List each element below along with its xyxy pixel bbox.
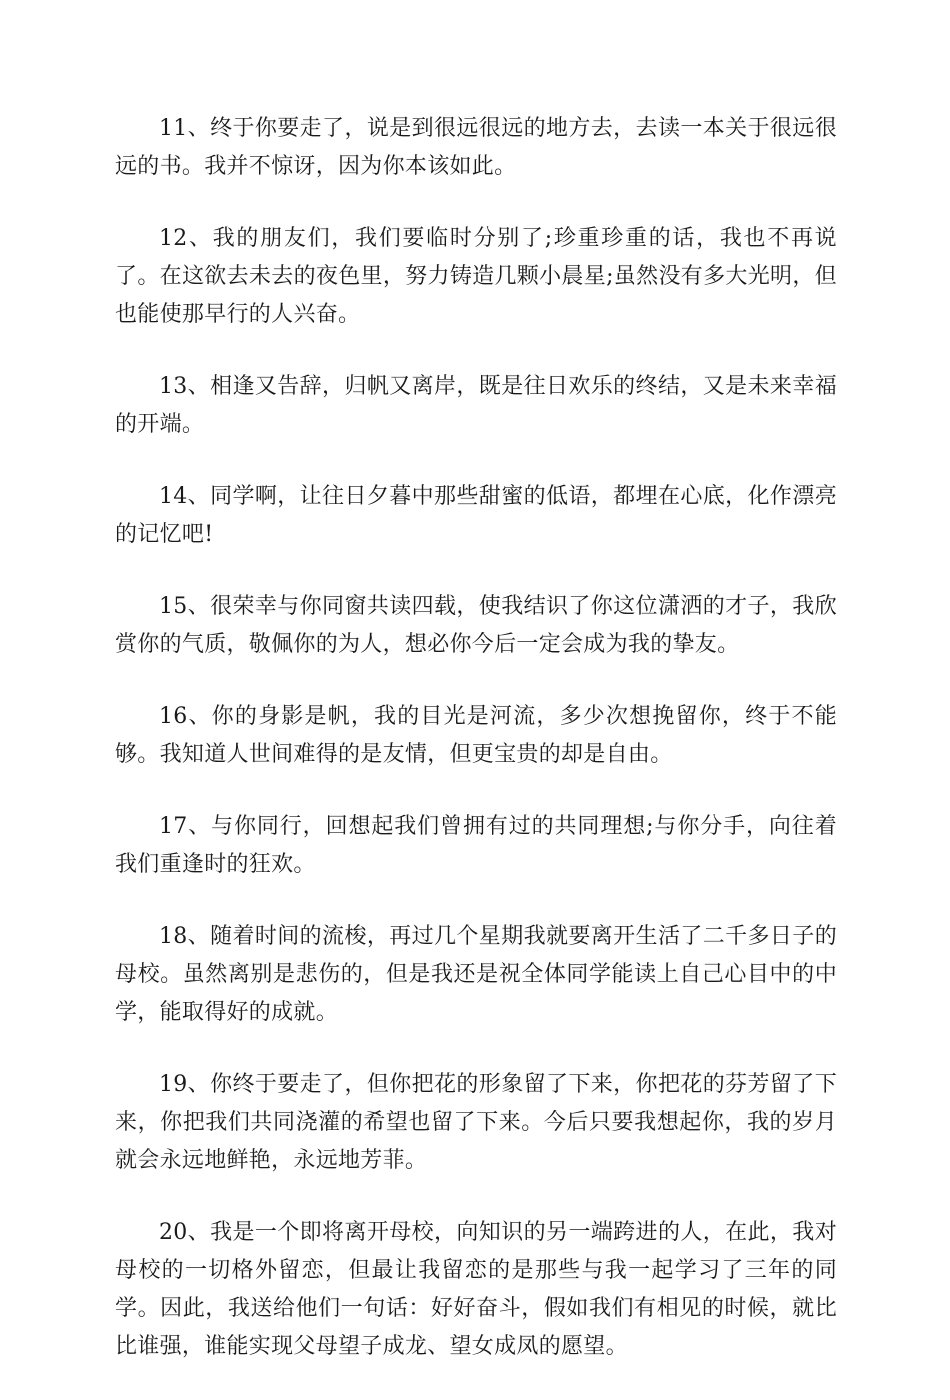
paragraph-12: 12、我的朋友们，我们要临时分别了;珍重珍重的话，我也不再说了。在这欲去未去的夜色里，努力铸造几颗小晨星;虽然没有多大光明，但也能使那早行的人兴奋。 — [115, 226, 837, 327]
paragraph-18: 18、随着时间的流梭，再过几个星期我就要离开生活了二千多日子的母校。虽然离别是悲伤的，但是我还是祝全体同学能读上自己心目中的中学，能取得好的成就。 — [115, 924, 837, 1025]
paragraph-13: 13、相逢又告辞，归帆又离岸，既是往日欢乐的终结，又是未来幸福的开端。 — [115, 374, 837, 437]
paragraph-20: 20、我是一个即将离开母校，向知识的另一端跨进的人，在此，我对母校的一切格外留恋，但最让我留恋的是那些与我一起学习了三年的同学。因此，我送给他们一句话：好好奋斗，假如我们有相见的时候，就比比谁强，谁能实现父母望子成龙、望女成凤的愿望。 — [115, 1220, 837, 1359]
paragraph-19: 19、你终于要走了，但你把花的形象留了下来，你把花的芬芳留了下来，你把我们共同浇灌的希望也留了下来。今后只要我想起你，我的岁月就会永远地鲜艳，永远地芳菲。 — [115, 1072, 837, 1173]
paragraph-16: 16、你的身影是帆，我的目光是河流，多少次想挽留你，终于不能够。我知道人世间难得的是友情，但更宝贵的却是自由。 — [115, 704, 837, 767]
paragraph-11: 11、终于你要走了，说是到很远很远的地方去，去读一本关于很远很远的书。我并不惊讶，因为你本该如此。 — [115, 116, 837, 179]
paragraph-14: 14、同学啊，让往日夕暮中那些甜蜜的低语，都埋在心底，化作漂亮的记忆吧! — [115, 484, 837, 547]
paragraph-15: 15、很荣幸与你同窗共读四载，使我结识了你这位潇洒的才子，我欣赏你的气质，敬佩你的为人，想必你今后一定会成为我的挚友。 — [115, 594, 837, 657]
document-body — [115, 110, 837, 1400]
paragraph-17: 17、与你同行，回想起我们曾拥有过的共同理想;与你分手，向往着我们重逢时的狂欢。 — [115, 814, 837, 877]
